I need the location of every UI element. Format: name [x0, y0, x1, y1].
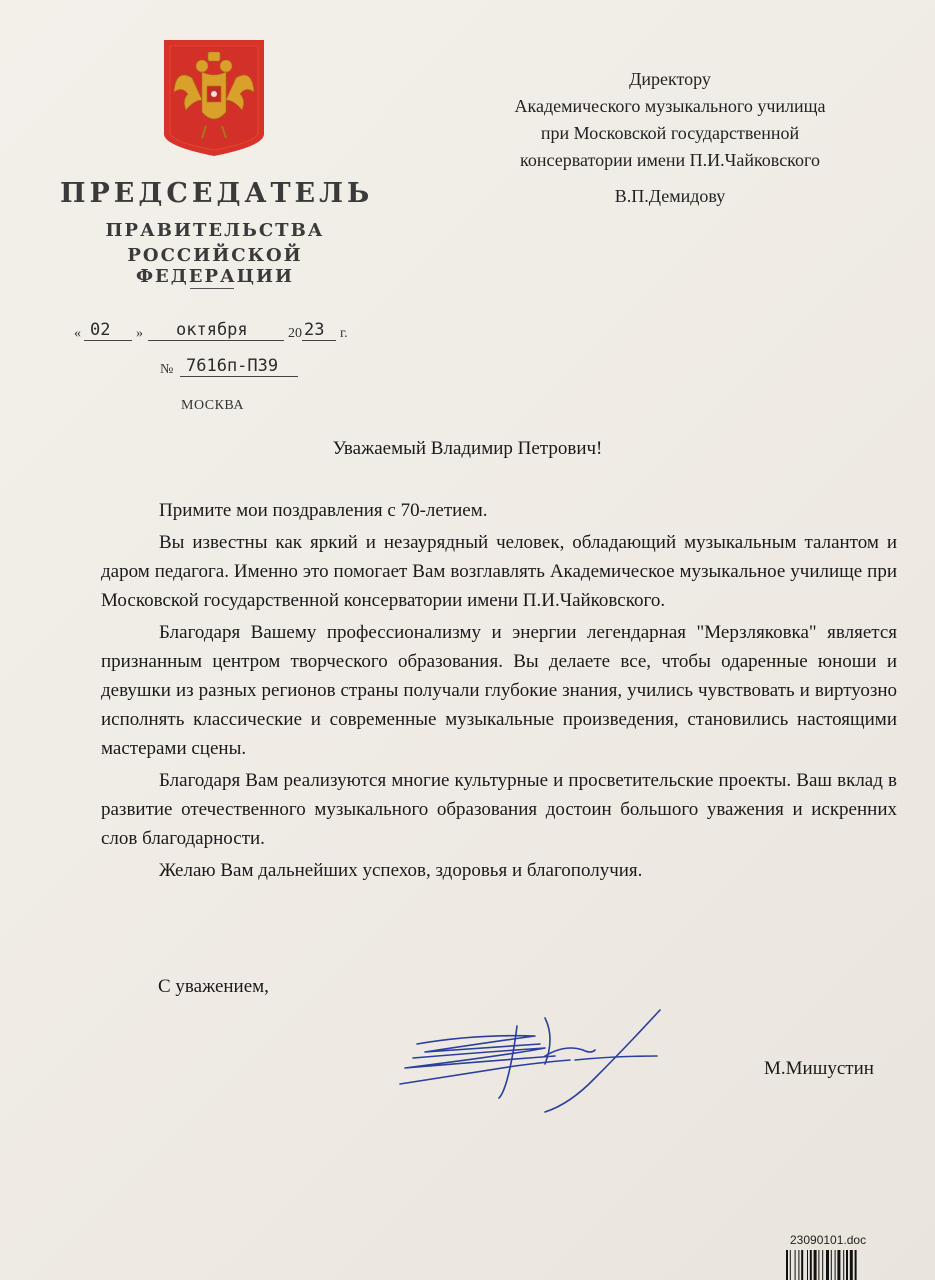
coat-of-arms-icon	[162, 38, 266, 158]
signature-icon	[395, 1008, 665, 1113]
header-title: ПРЕДСЕДАТЕЛЬ	[60, 178, 374, 209]
paragraph: Вы известны как яркий и незаурядный человек, обладающий музыкальным талантом и даром педагога. Именно это помогает Вам возглавлять Академическое музыкальное училище при Московской государственной консерватории имени П.И.Чайковского.	[101, 532, 897, 611]
quote-close: »	[136, 326, 143, 341]
paragraph: Благодаря Вам реализуются многие культурные и просветительские проекты. Ваш вклад в развитие отечественного музыкального образования достоин большого уважения и искренних слов благодарности.	[101, 770, 897, 849]
header-subtitle-line1: ПРАВИТЕЛЬСТВА	[105, 220, 325, 241]
addressee-name: В.П.Демидову	[614, 186, 726, 206]
barcode-icon	[786, 1250, 878, 1280]
header-subtitle-line2: РОССИЙСКОЙ ФЕДЕРАЦИИ	[127, 245, 303, 287]
date-field	[74, 320, 364, 346]
date-year-mark: г.	[340, 326, 348, 341]
number-value: 7616п-П39	[186, 356, 279, 376]
quote-open: «	[74, 326, 81, 341]
date-year-prefix: 20	[288, 326, 302, 341]
addressee-block	[440, 66, 900, 210]
addressee-line2: Академического музыкального училища	[514, 96, 826, 116]
document-id: 23090101.doc	[790, 1233, 867, 1247]
addressee-line3: при Московской государственной	[540, 123, 800, 143]
date-day: 02	[90, 320, 111, 340]
addressee-line1: Директору	[629, 69, 711, 89]
paragraph: Желаю Вам дальнейших успехов, здоровья и благополучия.	[159, 860, 643, 881]
salutation: Уважаемый Владимир Петрович!	[332, 438, 603, 459]
addressee-line4: консерватории имени П.И.Чайковского	[520, 150, 820, 170]
paragraph: Примите мои поздравления с 70-летием.	[159, 500, 488, 521]
date-month: октября	[176, 320, 248, 340]
closing: С уважением,	[158, 976, 269, 997]
document-number	[160, 356, 360, 382]
city: МОСКВА	[181, 398, 244, 413]
date-year-suffix: 23	[304, 320, 325, 340]
letter-body	[101, 496, 897, 888]
signer-name: М.Мишустин	[764, 1058, 874, 1079]
number-label: №	[160, 362, 174, 377]
header-divider	[190, 288, 234, 289]
paragraph: Благодаря Вашему профессионализму и энергии легендарная "Мерзляковка" является признанным центром творческого образования. Вы делаете все, чтобы одаренные юноши и девушки из разных регионов страны получали глубокие знания, учились чувствовать и виртуозно исполнять классические и современные музыкальные произведения, становились настоящими мастерами сцены.	[101, 622, 897, 759]
